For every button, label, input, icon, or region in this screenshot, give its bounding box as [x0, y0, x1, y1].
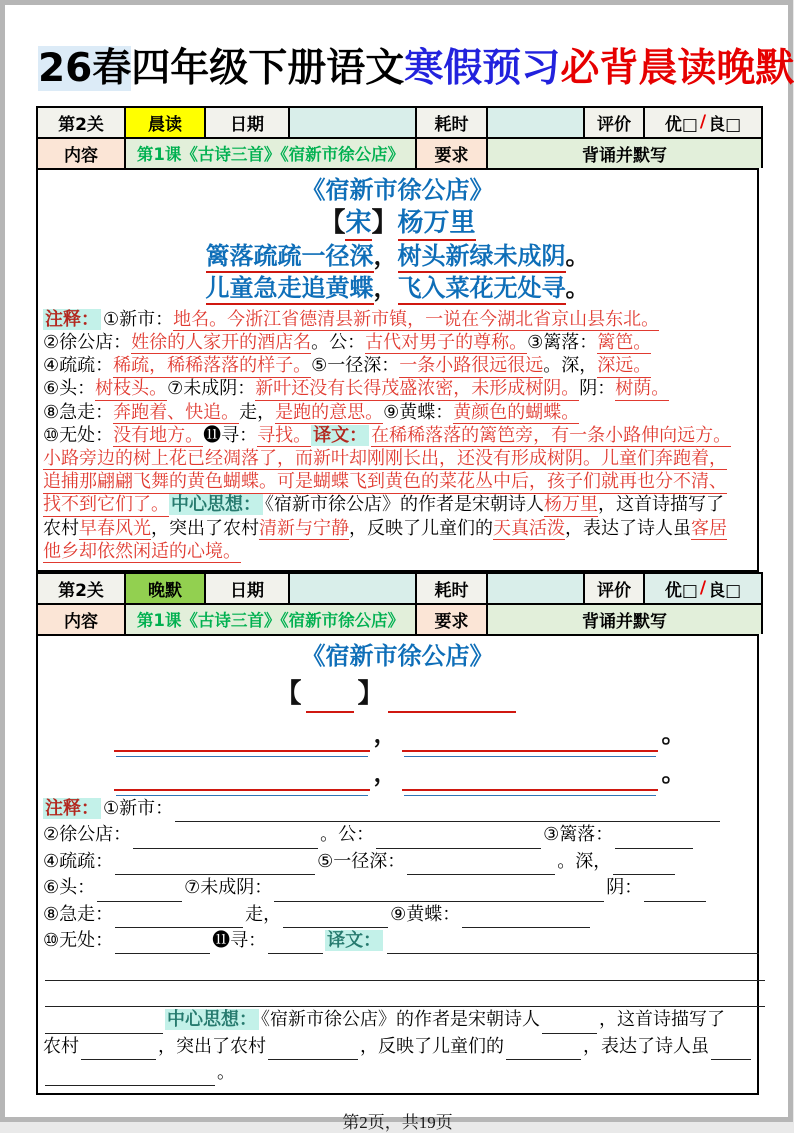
poem-line-1: 篱落疏疏一径深，树头新绿未成阴。 [38, 240, 757, 272]
note-blank-line: 农村 ，突出了农村 ，反映了儿童们的 ，表达了诗人虽 [43, 1034, 755, 1060]
date-label: 日期 [204, 572, 288, 603]
note-line: 他乡却依然闲适的心境。 [43, 540, 241, 562]
content-value: 第1课《古诗三首》《宿新市徐公店》 [124, 137, 415, 168]
poem-author: 【宋】杨万里 [38, 206, 757, 240]
date-label: 日期 [204, 106, 288, 137]
note-blank-line [43, 981, 755, 1007]
time-label: 耗时 [415, 572, 486, 603]
requirement-value: 背诵并默写 [486, 603, 763, 634]
time-blank-cell [486, 106, 583, 137]
poem-author-blank: 【 】 [38, 677, 757, 713]
requirement-label: 要求 [415, 603, 486, 634]
note-blank-line: ②徐公店： 。公： ③篱落： [43, 822, 755, 848]
poem-title: 《宿新市徐公店》 [301, 641, 494, 670]
stage-label: 第2关 [36, 572, 124, 603]
time-label: 耗时 [415, 106, 486, 137]
eval-options: 优□ / 良□ [643, 106, 763, 137]
morning-content-box [36, 168, 759, 572]
note-blank-line: 。 [43, 1060, 755, 1086]
morning-section [36, 106, 759, 572]
morning-header-row2 [36, 137, 759, 168]
eval-label: 评价 [583, 106, 643, 137]
eval-label: 评价 [583, 572, 643, 603]
note-blank-line: ④疏疏： ⑤一径深： 。深， [43, 849, 755, 875]
content-value: 第1课《古诗三首》《宿新市徐公店》 [124, 603, 415, 634]
evening-section [36, 572, 759, 1095]
poem-blank-line-1: ， 。 [38, 718, 757, 752]
note-blank-line: 注释： ①新市： [43, 796, 755, 822]
note-line: ⑥头：树枝头。⑦未成阴：新叶还没有长得茂盛浓密，未形成树阴。阴：树荫。 [43, 378, 670, 400]
session-badge-morning: 晨读 [124, 106, 204, 137]
eval-options: 优□ / 良□ [643, 572, 763, 603]
date-blank-cell [288, 572, 415, 603]
annotations-blank [38, 791, 757, 1086]
note-line: 农村早春风光，突出了农村清新与宁静，反映了儿童们的天真活泼，表达了诗人虽客居 [43, 517, 727, 539]
date-blank-cell [288, 106, 415, 137]
page-title: 26春四年级下册语文寒假预习必背晨读晚默 [38, 46, 794, 91]
requirement-value: 背诵并默写 [486, 137, 763, 168]
note-line: 找不到它们了。 中心思想： 《宿新市徐公店》的作者是宋朝诗人杨万里，这首诗描写了 [43, 494, 724, 516]
note-blank-line: ⑩无处： ⓫寻： 译文： [43, 928, 755, 954]
poem-blank-line-2: ， 。 [38, 757, 757, 791]
note-line: ⑩无处：没有地方。⓫寻：寻找。 译文： 在稀稀落落的篱笆旁，有一条小路伸向远方。 [43, 424, 732, 446]
evening-header-table [36, 572, 759, 634]
time-blank-cell [486, 572, 583, 603]
note-blank-line: ⑧急走： 走， ⑨黄蝶： [43, 902, 755, 928]
note-blank-line: ⑥头： ⑦未成阴： 阴： [43, 875, 755, 901]
note-blank-line [43, 954, 755, 980]
requirement-label: 要求 [415, 137, 486, 168]
morning-header-row1 [36, 106, 759, 137]
note-line: 小路旁边的树上花已经凋落了，而新叶却刚刚长出，还没有形成树阴。儿童们奔跑着， [43, 447, 727, 469]
evening-header-row2 [36, 603, 759, 634]
session-badge-evening: 晚默 [124, 572, 204, 603]
note-line: 追捕那翩翩飞舞的黄色蝴蝶。可是蝴蝶飞到黄色的菜花丛中后，孩子们就再也分不清、 [43, 471, 727, 493]
note-line: ④疏疏：稀疏，稀稀落落的样子。⑤一径深：一条小路很远很远。深，深远。 [43, 355, 652, 377]
note-blank-line: 中心思想： 《宿新市徐公店》的作者是宋朝诗人 ，这首诗描写了 [43, 1007, 755, 1033]
note-line: ②徐公店：姓徐的人家开的酒店名。公：古代对男子的尊称。③篱落：篱笆。 [43, 331, 652, 353]
annotations-filled [38, 304, 757, 563]
stage-label: 第2关 [36, 106, 124, 137]
content-label: 内容 [36, 603, 124, 634]
evening-header-row1 [36, 572, 759, 603]
poem-line-2: 儿童急走追黄蝶，飞入菜花无处寻。 [38, 272, 757, 304]
evening-content-box [36, 634, 759, 1095]
morning-header-table [36, 106, 759, 168]
page-number: 第2页，共19页 [342, 1113, 453, 1133]
note-line: ⑧急走：奔跑着、快追。走，是跑的意思。⑨黄蝶：黄颜色的蝴蝶。 [43, 401, 580, 423]
note-line: 注释： ①新市：地名。今浙江省德清县新市镇，一说在今湖北省京山县东北。 [45, 308, 660, 330]
poem-title: 《宿新市徐公店》 [301, 175, 494, 204]
content-label: 内容 [36, 137, 124, 168]
